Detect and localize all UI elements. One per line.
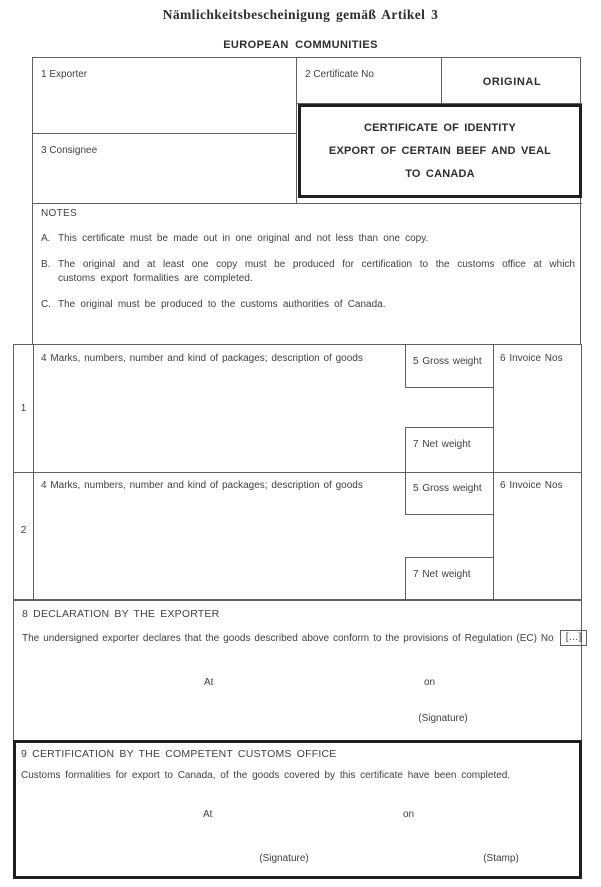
note-c bbox=[41, 298, 575, 313]
certification-text: Customs formalities for export to Canada, of the goods covered by this certificate have been completed. bbox=[21, 770, 511, 781]
note-a-text: This certificate must be made out in one original and not less than one copy. bbox=[58, 233, 429, 244]
exporter-field[interactable] bbox=[33, 58, 297, 134]
certification-section bbox=[13, 740, 582, 879]
row-2-net-weight-label: 7 Net weight bbox=[413, 569, 471, 580]
consignee-label: 3 Consignee bbox=[41, 145, 98, 156]
row-1-number: 1 bbox=[20, 403, 27, 414]
original-box bbox=[441, 58, 582, 104]
note-a-id: A. bbox=[41, 233, 51, 244]
certificate-title-line-3: TO CANADA bbox=[405, 168, 475, 180]
document-title: Nämlichkeitsbescheinigung gemäß Artikel 3 bbox=[162, 7, 439, 22]
notes-section bbox=[41, 208, 575, 323]
note-a bbox=[41, 232, 575, 247]
row-1-marks-field[interactable]: 4 Marks, numbers, number and kind of packages; description of goods bbox=[41, 353, 363, 364]
certificate-title-line-2: EXPORT OF CERTAIN BEEF AND VEAL bbox=[328, 145, 552, 157]
declaration-sentence bbox=[22, 630, 582, 646]
row-2-number: 2 bbox=[20, 525, 27, 536]
certification-signature-field[interactable]: (Signature) bbox=[259, 853, 309, 864]
row-1-gross-weight-field[interactable] bbox=[405, 345, 493, 388]
certificate-no-label: 2 Certificate No bbox=[305, 69, 374, 80]
certification-on-field[interactable]: on bbox=[403, 809, 415, 820]
certificate-no-field[interactable] bbox=[297, 58, 441, 104]
goods-table bbox=[13, 344, 582, 600]
consignee-field[interactable] bbox=[33, 134, 297, 203]
row-1-net-weight-label: 7 Net weight bbox=[413, 439, 471, 450]
row-2-net-weight-field[interactable] bbox=[405, 557, 493, 599]
certification-at-field[interactable]: At bbox=[203, 809, 213, 820]
note-b-id: B. bbox=[41, 258, 51, 270]
row-divider bbox=[14, 472, 581, 473]
declaration-heading: 8 DECLARATION BY THE EXPORTER bbox=[22, 608, 220, 620]
row-2-invoice-field[interactable]: 6 Invoice Nos bbox=[500, 480, 563, 491]
invoice-column-divider bbox=[493, 345, 494, 599]
original-label: ORIGINAL bbox=[482, 76, 542, 88]
declaration-signature-field[interactable]: (Signature) bbox=[418, 713, 468, 724]
declaration-section bbox=[13, 600, 582, 740]
declaration-on-field[interactable]: on bbox=[424, 677, 436, 688]
certification-stamp-field[interactable]: (Stamp) bbox=[483, 853, 519, 864]
notes-heading: NOTES bbox=[41, 208, 77, 219]
certification-heading: 9 CERTIFICATION BY THE COMPETENT CUSTOMS OFFICE bbox=[21, 748, 337, 760]
row-2-gross-weight-field[interactable] bbox=[405, 472, 493, 515]
note-b-text: The original and at least one copy must be produced for certification to the customs office at which customs export formalities are completed. bbox=[58, 258, 575, 284]
note-b bbox=[41, 258, 575, 287]
certificate-title-box bbox=[298, 104, 582, 198]
row-2-marks-field[interactable]: 4 Marks, numbers, number and kind of packages; description of goods bbox=[41, 480, 363, 491]
header-grid bbox=[32, 57, 581, 344]
regulation-number-box[interactable]: […] bbox=[560, 630, 588, 646]
row-1-invoice-field[interactable]: 6 Invoice Nos bbox=[500, 353, 563, 364]
exporter-label: 1 Exporter bbox=[41, 69, 88, 80]
row-2-gross-weight-label: 5 Gross weight bbox=[413, 483, 482, 494]
note-c-text: The original must be produced to the customs authorities of Canada. bbox=[58, 298, 386, 310]
notes-top-divider bbox=[33, 203, 582, 204]
note-c-id: C. bbox=[41, 298, 51, 310]
row-1-net-weight-field[interactable] bbox=[405, 427, 493, 472]
declaration-text: The undersigned exporter declares that the goods described above conform to the provisions of Regulation (EC) No bbox=[22, 632, 554, 644]
communities-heading: EUROPEAN COMMUNITIES bbox=[223, 39, 378, 51]
row-1-gross-weight-label: 5 Gross weight bbox=[413, 356, 482, 367]
declaration-at-field[interactable]: At bbox=[204, 677, 214, 688]
certificate-title-line-1: CERTIFICATE OF IDENTITY bbox=[363, 122, 516, 134]
